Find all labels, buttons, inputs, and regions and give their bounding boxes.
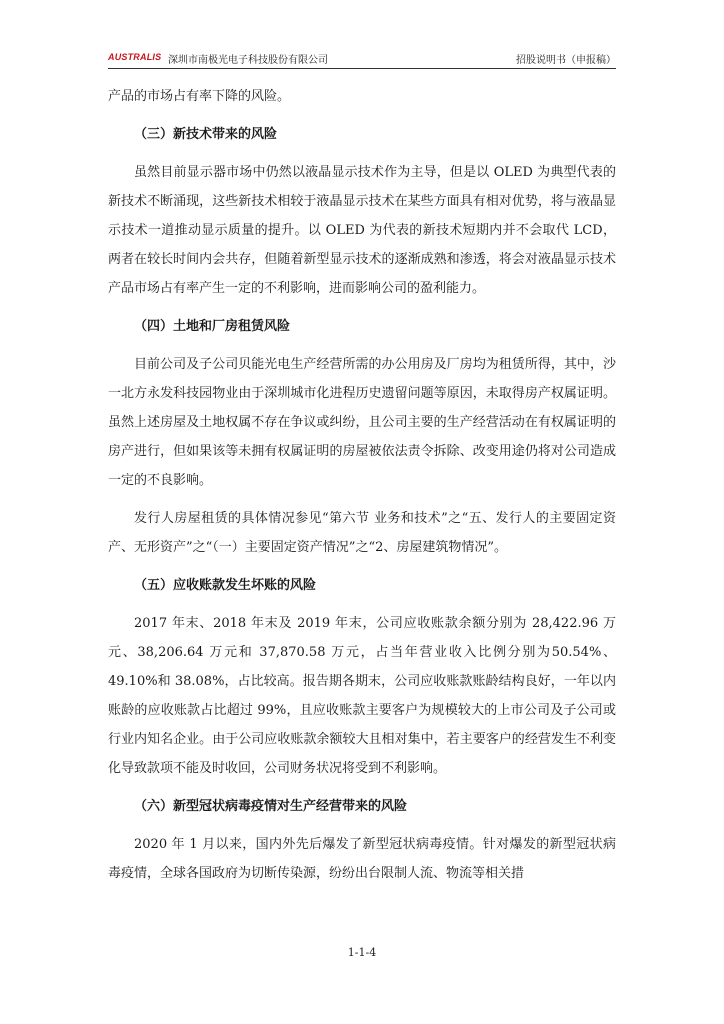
section-heading-bad-debt-risk: （五）应收账款发生坏账的风险 bbox=[134, 578, 317, 593]
page-header bbox=[108, 50, 616, 69]
document-type: 招股说明书（申报稿） bbox=[516, 55, 616, 66]
paragraph-land-lease-risk: 目前公司及子公司贝能光电生产经营所需的办公用房及厂房均为租赁所得，其中，沙一北方永发科技园物业由于深圳城市化进程历史遗留问题等原因，未取得房产权属证明。虽然上述房屋及土地权属不存在争议或纠纷，且公司主要的生产经营活动在有权属证明的房产进行，但如果该等未拥有权属证明的房屋被依法责令拆除、改变用途仍将对公司造成一定的不良影响。 bbox=[108, 357, 616, 488]
paragraph-bad-debt-risk: 2017 年末、2018 年末及 2019 年末，公司应收账款余额分别为 28,422.96 万元、38,206.64 万元和 37,870.58 万元，占当年营业收入比例分别为50.54%、49.10%和 38.08%，占比较高。报告期各期末，公司应收账款账龄结构良好，一年以内账龄的应收账款占比超过 99%，且应收账款主要客户为规模较大的上市公司及子公司或行业内知名企业。由于公司应收账款余额较大且相对集中，若主要客户的经营发生不利变化导致款项不能及时收回，公司财务状况将受到不利影响。 bbox=[108, 616, 616, 776]
page-body bbox=[108, 82, 616, 888]
paragraph-continued: 产品的市场占有率下降的风险。 bbox=[108, 89, 291, 104]
paragraph-lease-reference: 发行人房屋租赁的具体情况参见“第六节 业务和技术”之“五、发行人的主要固定资产、无形资产”之“（一）主要固定资产情况”之“2、房屋建筑物情况”。 bbox=[108, 511, 616, 555]
company-name: 深圳市南极光电子科技股份有限公司 bbox=[168, 55, 328, 66]
company-logo: AUSTRALIS bbox=[108, 52, 162, 62]
section-heading-new-technology-risk: （三）新技术带来的风险 bbox=[134, 127, 278, 142]
section-heading-covid-risk: （六）新型冠状病毒疫情对生产经营带来的风险 bbox=[134, 799, 408, 814]
paragraph-new-technology-risk: 虽然目前显示器市场中仍然以液晶显示技术作为主导，但是以 OLED 为典型代表的新技术不断涌现，这些新技术相较于液晶显示技术在某些方面具有相对优势，将与液晶显示技术一道推动显示质量的提升。以 OLED 为代表的新技术短期内并不会取代 LCD，两者在较长时间内会共存，但随着新型显示技术的逐渐成熟和渗透，将会对液晶显示技术产品市场占有率产生一定的不利影响，进而影响公司的盈利能力。 bbox=[108, 165, 616, 296]
page-number: 1-1-4 bbox=[347, 946, 377, 959]
paragraph-covid-risk: 2020 年 1 月以来，国内外先后爆发了新型冠状病毒疫情。针对爆发的新型冠状病毒疫情，全球各国政府为切断传染源，纷纷出台限制人流、物流等相关措 bbox=[108, 837, 616, 881]
section-heading-land-lease-risk: （四）土地和厂房租赁风险 bbox=[134, 319, 291, 334]
